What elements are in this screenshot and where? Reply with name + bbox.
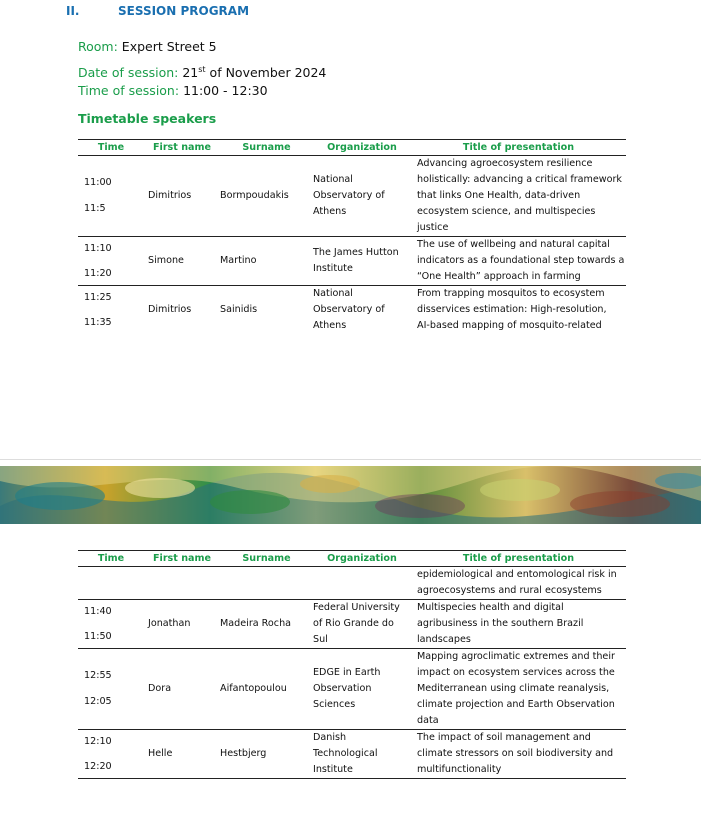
organization-cell: Danish Technological Institute [313,730,411,779]
section-heading [66,4,249,18]
start-time: 11:40 [84,605,112,617]
table-row [78,286,626,335]
organization-cell: National Observatory of Athens [313,288,385,331]
header-title: Title of presentation [411,551,626,567]
surname-cell: Sainidis [220,304,258,315]
table-row [78,730,626,779]
header-first-name: First name [144,551,220,567]
header-surname: Surname [220,551,313,567]
title-cell: Multispecies health and digital agribusiness in the southern Brazil landscapes [411,600,626,649]
table-row [78,649,626,730]
surname-cell: Madeira Rocha [220,600,313,649]
organization-cell: National Observatory of Athens [313,156,411,237]
end-time: 11:35 [84,316,112,328]
title-cell: Mapping agroclimatic extremes and their impact on ecosystem services across the Mediterranean using climate reanalysis, climate projection and Earth Observation data [411,649,626,730]
first-name-cell: Dimitrios [148,304,192,315]
end-time: 11:50 [84,630,112,642]
header-title: Title of presentation [411,140,626,156]
time-cell [78,649,144,730]
continuation-title: epidemiological and entomological risk in agroecosystems and rural ecosystems [411,567,626,600]
header-organization: Organization [313,140,411,156]
surname-cell: Martino [220,237,313,286]
organization-cell: Federal University of Rio Grande do Sul [313,600,411,649]
header-first-name: First name [144,140,220,156]
date-suffix: st [198,65,206,74]
end-time: 11:20 [84,267,112,279]
surname-cell: Hestbjerg [220,730,313,779]
time-line [78,83,268,98]
header-surname: Surname [220,140,313,156]
title-cell: The impact of soil management and climate stressors on soil biodiversity and multifunctionality [411,730,626,779]
surname-cell: Aifantopoulou [220,649,313,730]
room-value: Expert Street 5 [121,39,217,54]
section-number: II. [66,4,80,18]
first-name-cell: Simone [144,237,220,286]
time-cell [78,237,144,286]
start-time: 11:25 [84,291,112,303]
header-time: Time [78,551,144,567]
timetable-title: Timetable speakers [78,111,217,126]
title-cell: Advancing agroecosystem resilience holistically: advancing a critical framework that links One Health, data-driven ecosystem science, and multispecies justice [411,156,626,237]
date-rest: of November 2024 [209,65,327,81]
abstract-painting-image [0,466,701,524]
date-line [78,65,326,80]
section-title: SESSION PROGRAM [118,4,250,18]
organization-cell: The James Hutton Institute [313,237,411,286]
table-row [78,237,626,286]
time-label: Time of session: [78,83,180,98]
organization-cell: EDGE in Earth Observation Sciences [313,649,411,730]
table-header [78,551,626,567]
table-row [78,156,626,237]
first-name-cell: Dimitrios [144,156,220,237]
start-time: 12:55 [84,670,112,681]
header-time: Time [78,140,144,156]
end-time: 12:05 [84,696,112,707]
date-label: Date of session: [78,65,179,81]
table-row [78,600,626,649]
title-cell: The use of wellbeing and natural capital indicators as a foundational step towards a “One Health” approach in farming [411,237,626,286]
continuation-row [78,567,626,600]
time-cell [78,730,144,779]
time-cell [78,600,144,649]
date-day: 21 [182,65,199,81]
room-label: Room: [78,39,118,54]
decorative-banner [0,466,701,524]
timetable-page1 [78,139,626,334]
first-name-cell: Dora [144,649,220,730]
surname-cell: Bormpoudakis [220,156,313,237]
time-cell [78,156,144,237]
start-time: 11:00 [84,177,112,188]
end-time: 12:20 [84,760,112,772]
timetable-page2 [78,550,626,779]
start-time: 11:10 [84,242,112,254]
first-name-cell: Jonathan [144,600,220,649]
time-value: 11:00 - 12:30 [183,83,268,98]
start-time: 12:10 [84,735,112,747]
page-break [0,459,701,460]
title-cell: From trapping mosquitos to ecosystem disservices estimation: High-resolution, AI-based mapping of mosquito-related [417,288,607,331]
end-time: 11:5 [84,203,106,214]
header-organization: Organization [313,551,411,567]
room-line [78,39,217,54]
first-name-cell: Helle [144,730,220,779]
table-header [78,140,626,156]
time-cell [78,286,144,335]
